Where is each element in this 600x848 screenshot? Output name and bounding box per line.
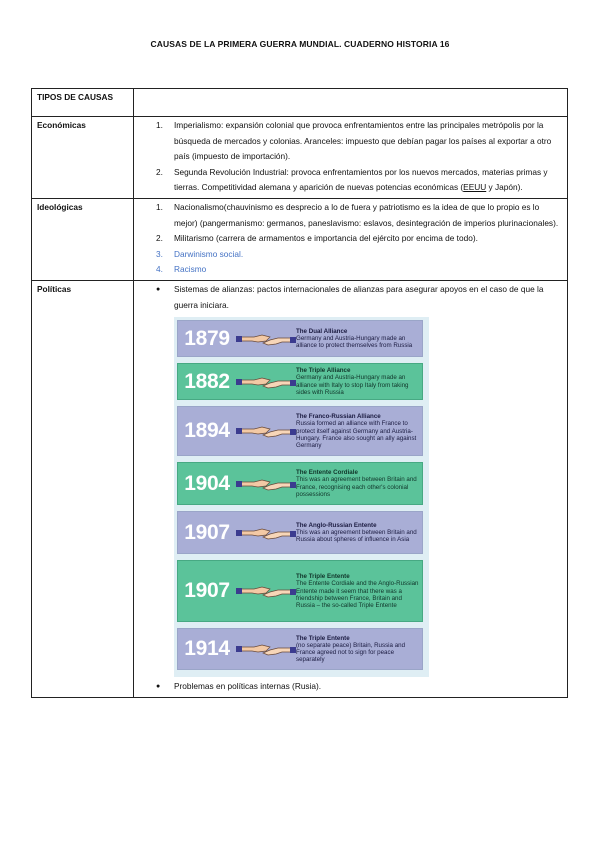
- alliance-panel: [177, 363, 423, 400]
- alliance-panel: [177, 462, 423, 505]
- list-item: [138, 231, 561, 247]
- list-item: [138, 679, 561, 695]
- row-economicas: [32, 117, 568, 199]
- alliance-description: This was an agreement between Britain and France, recognising each other's colonial possessions: [296, 476, 417, 498]
- item-text: Nacionalismo(chauvinismo es desprecio a lo de fuera y patriotismo es la idea de que lo propio es lo mejor) (pangermanismo: germanos, paneslavismo: eslavos, desintegración de imperios plurinacionales).: [174, 201, 559, 228]
- alliance-description: The Entente Cordiale and the Anglo-Russian Entente made it seem that there was a friendship between France, Britain and Russia – the so-called Triple Entente: [296, 580, 419, 609]
- politicas-list-2: [138, 679, 561, 695]
- content-economicas: [134, 117, 568, 199]
- alliance-description: (no separate peace) Britain, Russia and France agreed not to sign for peace separately: [296, 641, 406, 664]
- category-economicas: Económicas: [32, 117, 134, 199]
- economicas-list: [138, 118, 561, 196]
- alliance-year: 1914: [184, 637, 230, 661]
- alliance-info: [296, 571, 422, 611]
- alliance-panel: [177, 560, 423, 622]
- handshake-icon: [236, 523, 296, 543]
- handshake-icon: [236, 474, 296, 494]
- alliance-description: Russia formed an alliance with France to protect itself against Germany and Austria-Hungary. France also sought an ally against Germany: [296, 420, 417, 449]
- ideologicas-list: [138, 200, 561, 278]
- header-label: TIPOS DE CAUSAS: [32, 89, 134, 117]
- alliance-info: [296, 326, 422, 352]
- item-number: 2.: [156, 233, 163, 244]
- list-item: [138, 165, 561, 196]
- list-item: [138, 118, 561, 165]
- alliance-panel: [177, 628, 423, 670]
- alliance-year: 1882: [184, 369, 230, 393]
- alliance-title: The Entente Cordiale: [296, 469, 358, 477]
- category-politicas: Políticas: [32, 280, 134, 697]
- alliance-title: The Anglo-Russian Entente: [296, 521, 377, 529]
- handshake-icon: [236, 372, 296, 392]
- handshake-icon: [236, 581, 296, 601]
- handshake-icon: [236, 329, 296, 349]
- alliance-info: [296, 365, 422, 398]
- alliance-panels: [177, 320, 429, 670]
- header-empty-cell: [134, 89, 568, 117]
- item-text: Racismo: [174, 264, 207, 275]
- item-text: Imperialismo: expansión colonial que provoca enfrentamientos entre las principales metrópolis por la búsqueda de mercados y colonias. Aranceles: impuesto que debían pagar los países al exportar a otro país (impuesto de importación).: [174, 120, 552, 162]
- row-politicas: [32, 280, 568, 697]
- item-text: Militarismo (carrera de armamentos e importancia del ejército por encima de todo).: [174, 233, 478, 244]
- item-number: 3.: [156, 248, 163, 259]
- alliance-year: 1894: [184, 419, 230, 443]
- item-text: Segunda Revolución Industrial: provoca enfrentamientos por los nuevos mercados, materias primas y tierras. Competitividad alemana y aparición de nuevas potencias económicas (: [174, 166, 548, 193]
- item-number: 1.: [156, 120, 163, 130]
- politicas-list: [138, 282, 561, 313]
- item-number: 1.: [156, 201, 163, 212]
- content-politicas: [134, 280, 568, 697]
- item-number: 2.: [156, 166, 163, 177]
- handshake-icon: [236, 639, 296, 659]
- alliance-description: This was an agreement between Britain and Russia about spheres of influence in Asia: [296, 529, 417, 544]
- bullet-icon: ●: [156, 285, 161, 293]
- table-header-row: [32, 89, 568, 117]
- document-title: CAUSAS DE LA PRIMERA GUERRA MUNDIAL. CUADERNO HISTORIA 16: [150, 39, 450, 49]
- causes-table: [31, 88, 568, 698]
- alliance-info: [296, 467, 422, 500]
- alliance-info: [296, 520, 422, 546]
- alliance-title: The Triple Entente: [296, 634, 350, 642]
- alliance-title: The Dual Alliance: [296, 327, 348, 335]
- list-item: [138, 262, 561, 278]
- content-ideologicas: [134, 198, 568, 280]
- item-text-end: y Japón).: [486, 182, 523, 193]
- alliance-info: [296, 411, 422, 451]
- alliance-panel: [177, 406, 423, 456]
- category-ideologicas: Ideológicas: [32, 198, 134, 280]
- alliance-info: [296, 633, 422, 666]
- alliance-title: The Franco-Russian Alliance: [296, 413, 381, 421]
- alliance-panel: [177, 511, 423, 554]
- bullet-icon: ●: [156, 683, 161, 691]
- row-ideologicas: [32, 198, 568, 280]
- item-number: 4.: [156, 264, 163, 275]
- alliance-panel: [177, 320, 423, 357]
- handshake-icon: [236, 421, 296, 441]
- item-text: Problemas en políticas internas (Rusia).: [174, 681, 322, 692]
- alliance-year: 1907: [184, 520, 230, 544]
- alliance-description: Germany and Austria-Hungary made an alliance with Italy to stop Italy from taking sides with Russia: [296, 374, 409, 396]
- alliances-infographic: [174, 317, 429, 677]
- alliance-year: 1879: [184, 326, 230, 350]
- list-item: [138, 247, 561, 263]
- item-text: Sistemas de alianzas: pactos internacionales de alianzas para asegurar apoyos en el caso de que la guerra iniciara.: [174, 283, 544, 310]
- alliance-year: 1904: [184, 471, 230, 495]
- alliance-title: The Triple Alliance: [296, 367, 351, 375]
- alliance-description: Germany and Austria-Hungary made an alliance to protect themselves from Russia: [296, 335, 413, 350]
- alliance-title: The Triple Entente: [296, 573, 350, 581]
- list-item: [138, 282, 561, 313]
- item-text: Darwinismo social.: [174, 248, 244, 259]
- list-item: [138, 200, 561, 231]
- alliance-year: 1907: [184, 579, 230, 603]
- underlined-text: EEUU: [463, 182, 487, 193]
